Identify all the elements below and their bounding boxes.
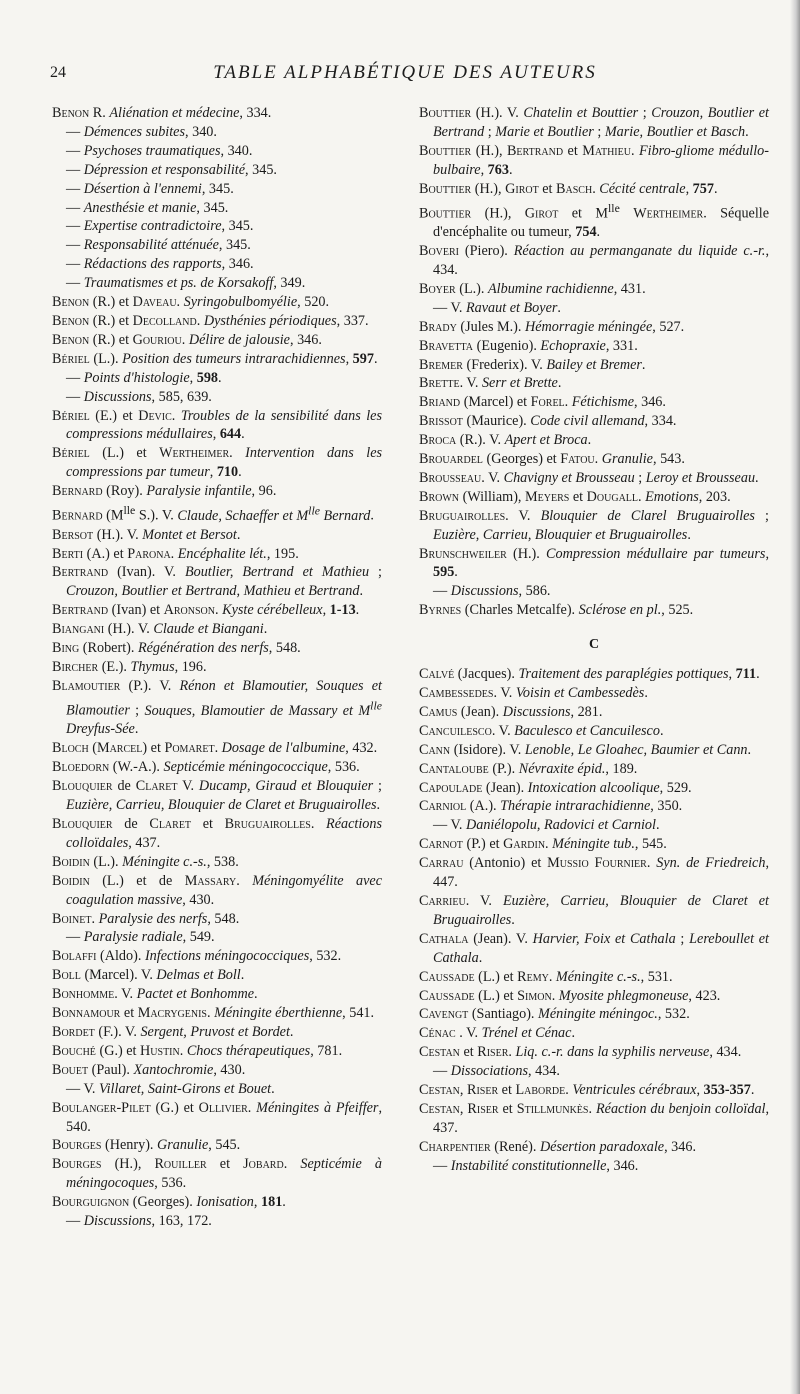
index-entry: Bonnamour et Macrygenis. Méningite éberthienne, 541. <box>52 1005 375 1022</box>
index-entry: — V. Daniélopolu, Radovici et Carniol. <box>433 817 660 834</box>
index-entry: — Paralysie radiale, 549. <box>66 929 215 946</box>
index-entry: Boulanger-Pilet (G.) et Ollivier. Méningites à Pfeiffer, 540. <box>52 1099 382 1135</box>
index-entry: — Dissociations, 434. <box>433 1063 560 1080</box>
index-entry: Brown (William), Meyers et Dougall. Emotions, 203. <box>419 488 731 505</box>
index-entry: — Expertise contradictoire, 345. <box>66 218 254 235</box>
index-entry: Bouttier (H.), Girot et Basch. Cécité centrale, 757. <box>419 180 718 197</box>
index-entry: — Discussions, 586. <box>433 583 551 600</box>
section-letter-c: C <box>588 637 600 653</box>
index-entry: Bravetta (Eugenio). Echopraxie, 331. <box>419 337 638 354</box>
index-entry: Bouttier (H.). V. Chatelin et Bouttier ; Crouzon, Boutlier et Bertrand ; Marie et Boutlier ; Marie, Boutlier et Basch. <box>419 105 769 140</box>
index-entry: Carnot (P.) et Gardin. Méningite tub., 545. <box>419 836 667 853</box>
index-entry: Benon (R.) et Gouriou. Délire de jalousie, 346. <box>52 331 322 348</box>
index-entry: — V. Ravaut et Boyer. <box>433 299 561 316</box>
section-c <box>419 665 769 1175</box>
index-entry: — Dépression et responsabilité, 345. <box>66 161 277 178</box>
index-entry: Caussade (L.) et Remy. Méningite c.-s., 531. <box>419 968 673 985</box>
index-entry: Bloedorn (W.-A.). Septicémie méningococcique, 536. <box>52 759 360 776</box>
index-entry: Benon R. Aliénation et médecine, 334. <box>52 105 272 121</box>
index-entry: Briand (Marcel) et Forel. Fétichisme, 346. <box>419 394 666 411</box>
index-entry: — Traumatismes et ps. de Korsakoff, 349. <box>66 275 306 292</box>
index-entry: — Psychoses traumatiques, 340. <box>66 142 253 159</box>
index-entry: Benon (R.) et Decolland. Dysthénies périodiques, 337. <box>52 312 369 329</box>
index-entry: Bianganı (H.). V. Claude et Biangani. <box>52 621 268 638</box>
index-entry: Brousseau. V. Chavigny et Brousseau ; Leroy et Brousseau. <box>419 469 759 486</box>
index-entry: Bing (Robert). Régénération des nerfs, 548. <box>52 640 301 657</box>
index-entry: Boinet. Paralysie des nerfs, 548. <box>52 910 240 927</box>
index-entry: — Discussions, 585, 639. <box>66 388 212 405</box>
index-entry: Bouché (G.) et Hustin. Chocs thérapeutiques, 781. <box>52 1042 343 1059</box>
index-entry: Broca (R.). V. Apert et Broca. <box>419 432 592 449</box>
index-entry: Cantaloube (P.). Névraxite épid., 189. <box>419 760 638 777</box>
index-entry: — Rédactions des rapports, 346. <box>66 256 254 273</box>
index-entry: — V. Villaret, Saint-Girons et Bouet. <box>66 1080 275 1097</box>
index-entry: Caussade (L.) et Simon. Myosite phlegmoneuse, 423. <box>419 987 721 1004</box>
index-entry: — Instabilité constitutionnelle, 346. <box>433 1157 639 1174</box>
index-entry: Brissot (Maurice). Code civil allemand, 334. <box>419 413 677 430</box>
index-entry: Cathala (Jean). V. Harvier, Foix et Cathala ; Lereboullet et Cathala. <box>419 930 769 966</box>
index-entry: Bircher (E.). Thymus, 196. <box>52 659 207 676</box>
index-entry: Bouttier (H.), Girot et $M^{lle}$ Wertheimer. Séquelle d'encéphalite ou tumeur, 754. <box>419 200 770 241</box>
index-entry: Boidin (L.). Méningite c.-s., 538. <box>52 853 239 870</box>
index-entry: Calvé (Jacques). Traitement des paraplégies pottiques, 711. <box>419 666 760 683</box>
index-entry: Bersot (H.). V. Montet et Bersot. <box>52 526 241 543</box>
index-entry: Carniol (A.). Thérapie intrarachidienne, 350. <box>419 798 683 815</box>
index-entry: Bloch (Marcel) et Pomaret. Dosage de l'albumine, 432. <box>52 740 378 757</box>
index-entry: Bernard ($M^{lle}$ S.). V. Claude, Schaeffer et $M^{lle}$ Bernard. <box>52 503 374 524</box>
index-entry: Bourges (H.), Rouiller et Jobard. Septicémie à méningocoques, 536. <box>52 1156 382 1192</box>
index-entry: Cann (Isidore). V. Lenoble, Le Gloahec, Baumier et Cann. <box>419 741 752 758</box>
page-edge-shadow <box>790 0 800 1394</box>
index-entry: Bériel (E.) et Devic. Troubles de la sensibilité dans les compressions médullaires, 644. <box>52 407 382 443</box>
index-entry: Cénac . V. Trénel et Cénac. <box>419 1025 575 1042</box>
index-entry: Bolaffi (Aldo). Infections méningococciques, 532. <box>52 948 342 965</box>
running-title: TABLE ALPHABÉTIQUE DES AUTEURS <box>213 62 597 83</box>
index-entry: — Désertion à l'ennemi, 345. <box>66 180 234 197</box>
index-entry: Boll (Marcel). V. Delmas et Boll. <box>52 967 245 984</box>
index-entry: Cestan, Riser et Stillmunkès. Réaction du benjoin colloïdal, 437. <box>419 1100 770 1136</box>
index-entry: Bourges (Henry). Granulie, 545. <box>52 1137 241 1154</box>
right-column <box>419 104 769 1176</box>
index-entry: Brunschweiler (H.). Compression médullaire par tumeurs, 595. <box>419 545 769 581</box>
index-entry: Berti (A.) et Parona. Encéphalite lét., 195. <box>52 545 299 562</box>
index-entry: Bernard (Roy). Paralysie infantile, 96. <box>52 483 277 500</box>
section-b-continued <box>419 104 769 620</box>
index-entry: — Responsabilité atténuée, 345. <box>66 237 251 254</box>
index-entry: Cambessedes. V. Voisin et Cambessedès. <box>419 685 648 702</box>
index-entry: Brette. V. Serr et Brette. <box>419 375 562 392</box>
index-entry: Bouttier (H.), Bertrand et Mathieu. Fibro-gliome médullo-bulbaire, 763. <box>419 142 769 178</box>
index-entry: Carrieu. V. Euzière, Carrieu, Blouquier de Claret et Bruguairolles. <box>419 892 769 928</box>
index-entry: Bériel (L.) et Wertheimer. Intervention dans les compressions par tumeur, 710. <box>52 445 383 481</box>
index-entry: Bruguairolles. V. Blouquier de Clarel Bruguairolles ; Euzière, Carrieu, Blouquier et Bruguairolles. <box>419 507 769 543</box>
index-entry: Brady (Jules M.). Hémorragie méningée, 527. <box>419 318 685 335</box>
index-entry: Cancuilesco. V. Baculesco et Cancuilesco. <box>419 722 664 739</box>
index-entry: Blouquier de Claret V. Ducamp, Giraud et Blouquier ; Euzière, Carrieu, Blouquier de Claret et Bruguairolles. <box>52 778 382 814</box>
index-entry: Bériel (L.). Position des tumeurs intrarachidiennes, 597. <box>52 350 378 367</box>
index-entry: Cestan et Riser. Liq. c.-r. dans la syphilis nerveuse, 434. <box>419 1044 742 1061</box>
page-number: 24 <box>50 64 66 81</box>
index-entry: Bertrand (Ivan). V. Boutlier, Bertrand et Mathieu ; Crouzon, Boutlier et Bertrand, Mathieu et Bertrand. <box>52 564 382 600</box>
index-entry: — Points d'histologie, 598. <box>66 369 222 386</box>
index-entry: Carrau (Antonio) et Mussio Fournier. Syn. de Friedreich, 447. <box>419 855 769 891</box>
index-entry: Brouardel (Georges) et Fatou. Granulie, 543. <box>419 451 685 468</box>
index-entry: Benon (R.) et Daveau. Syringobulbomyélie, 520. <box>52 294 330 311</box>
index-entry: — Anesthésie et manie, 345. <box>66 199 229 216</box>
index-entry: Boveri (Piero). Réaction au permanganate du liquide c.-r., 434. <box>419 243 769 278</box>
page-header <box>50 60 760 90</box>
index-entry: Boyer (L.). Albumine rachidienne, 431. <box>419 280 646 297</box>
index-entry: Boidin (L.) et de Massary. Méningomyélite avec coagulation massive, 430. <box>52 872 382 908</box>
index-entry: Blouquier de Claret et Bruguairolles. Réactions colloïdales, 437. <box>52 816 382 851</box>
index-entry: Bordet (F.). V. Sergent, Pruvost et Bordet. <box>52 1023 294 1040</box>
index-entry: Charpentier (René). Désertion paradoxale, 346. <box>419 1138 696 1155</box>
index-entry: Bonhomme. V. Pactet et Bonhomme. <box>52 986 258 1003</box>
index-entry: Bourguignon (Georges). Ionisation, 181. <box>52 1194 286 1211</box>
index-entry: — Démences subites, 340. <box>66 123 217 140</box>
index-entry: Cestan, Riser et Laborde. Ventricules cérébraux, 353-357. <box>419 1082 755 1099</box>
index-entry: Blamoutier (P.). V. Rénon et Blamoutier, Souques et Blamoutier ; Souques, Blamoutier de Massary et $M^{lle}$ Dreyfus-Sée. <box>52 677 382 738</box>
index-entry: Bertrand (Ivan) et Aronson. Kyste cérébelleux, 1-13. <box>52 602 360 619</box>
index-entry: Capoulade (Jean). Intoxication alcoolique, 529. <box>419 779 692 796</box>
index-entry: Bouet (Paul). Xantochromie, 430. <box>52 1061 246 1078</box>
index-entry: Cavengt (Santiago). Méningite méningoc., 532. <box>419 1006 690 1023</box>
index-entry: — Discussions, 163, 172. <box>66 1213 212 1230</box>
left-column <box>52 104 382 1231</box>
index-entry: Byrnes (Charles Metcalfe). Sclérose en pl., 525. <box>419 602 694 619</box>
index-entry: Bremer (Frederix). V. Bailey et Bremer. <box>419 356 646 373</box>
index-entry: Camus (Jean). Discussions, 281. <box>419 703 603 720</box>
